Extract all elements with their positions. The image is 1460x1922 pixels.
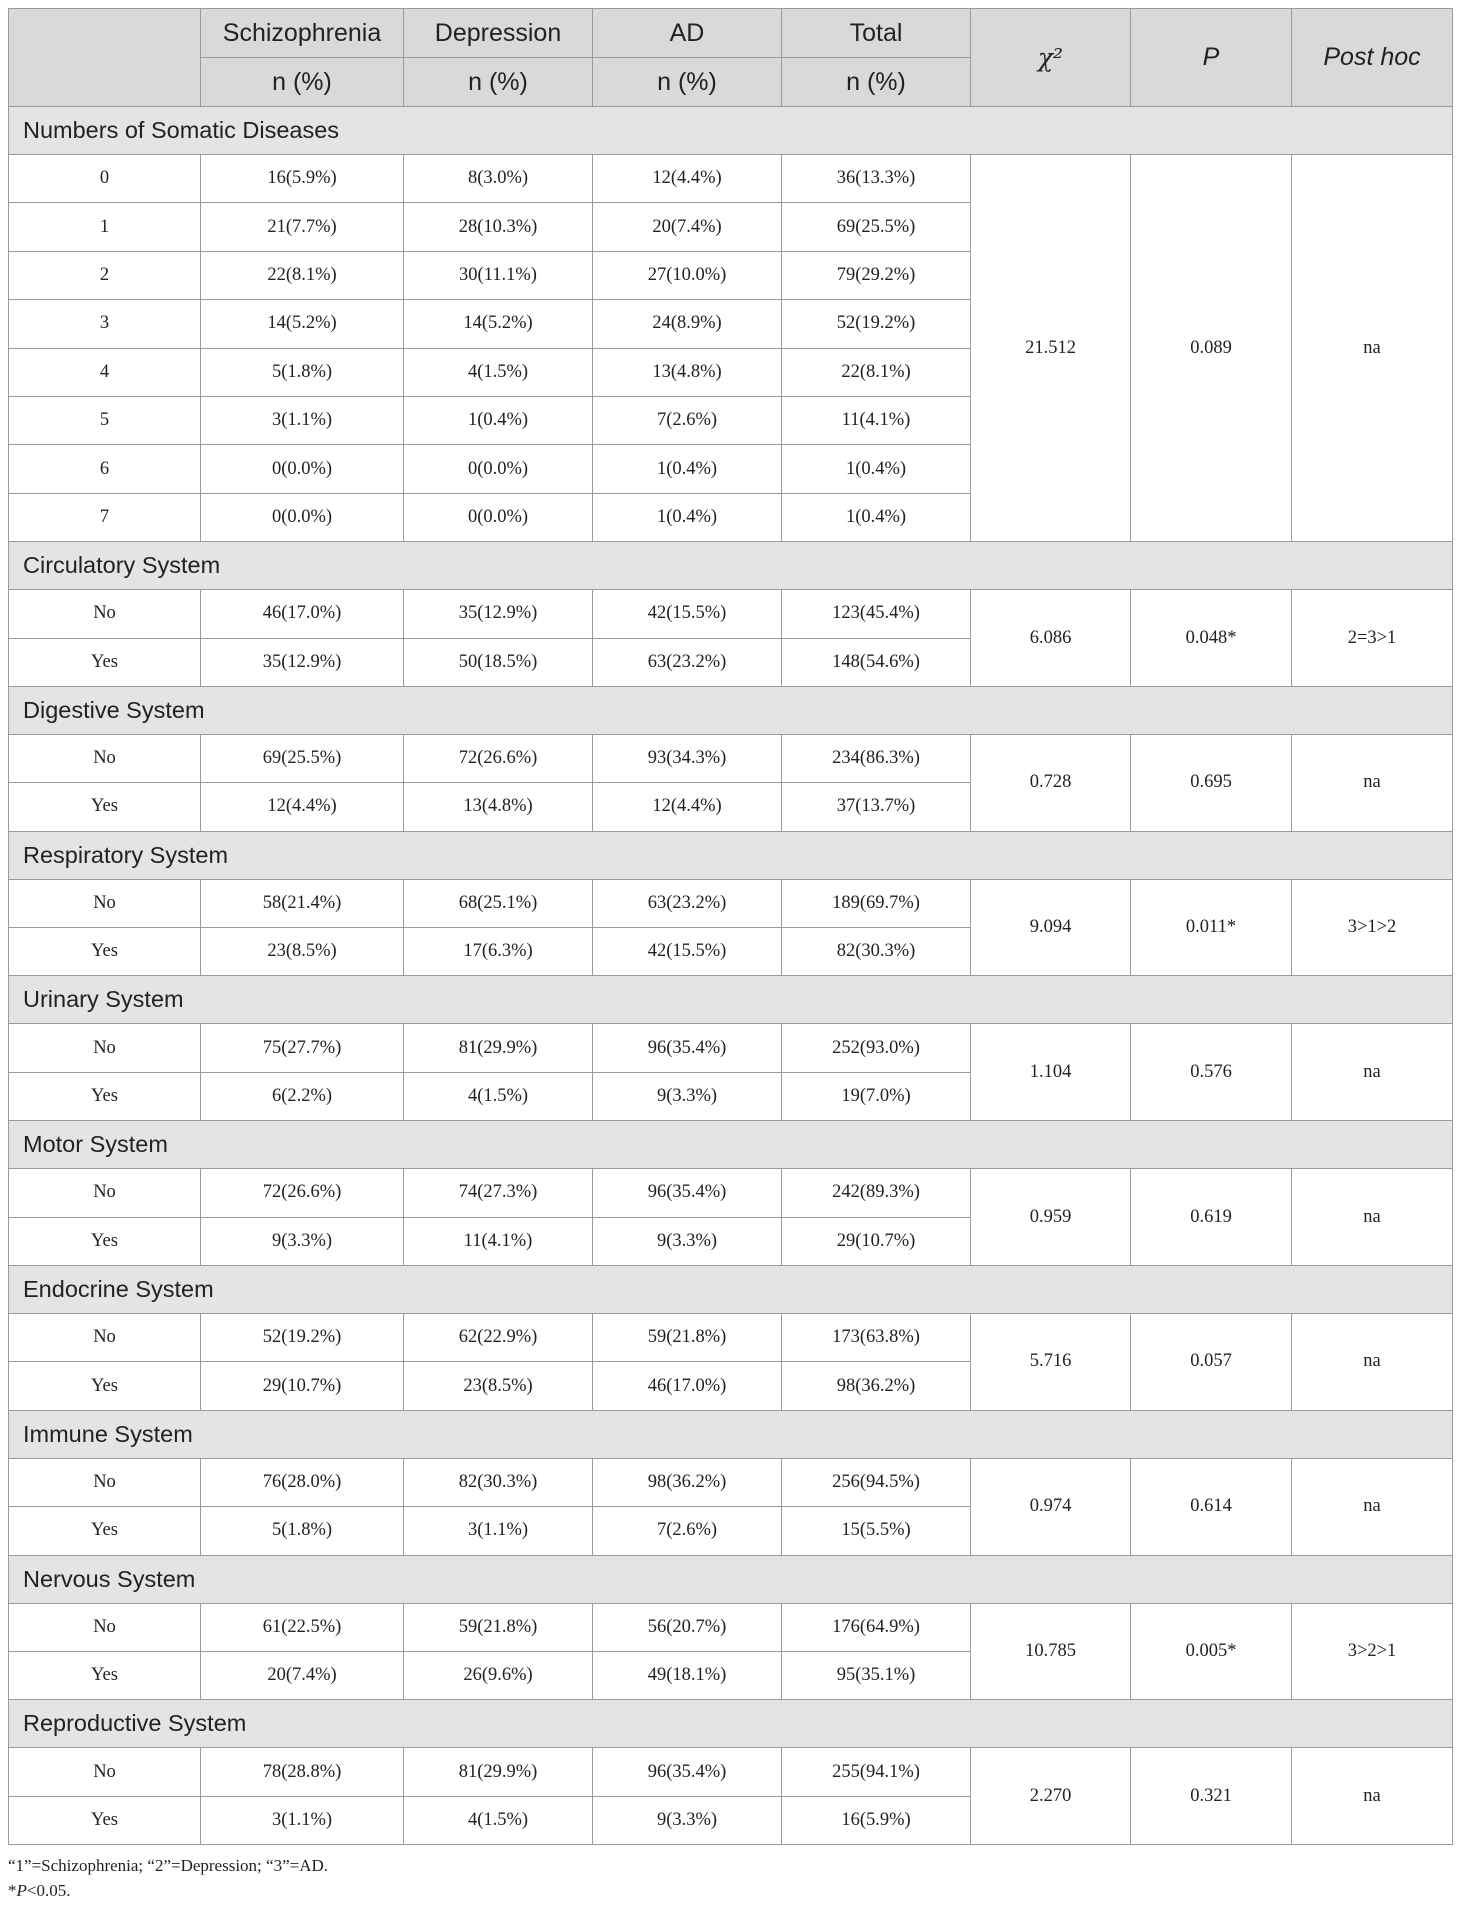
cell-total: 148(54.6%) bbox=[782, 638, 971, 686]
cell-total: 16(5.9%) bbox=[782, 1796, 971, 1844]
cell-ad: 46(17.0%) bbox=[593, 1362, 782, 1410]
cell-depression: 59(21.8%) bbox=[404, 1603, 593, 1651]
cell-total: 1(0.4%) bbox=[782, 493, 971, 541]
cell-ad: 12(4.4%) bbox=[593, 155, 782, 203]
cell-depression: 68(25.1%) bbox=[404, 879, 593, 927]
cell-ad: 42(15.5%) bbox=[593, 590, 782, 638]
cell-p-value: 0.057 bbox=[1131, 1314, 1292, 1411]
cell-schizophrenia: 12(4.4%) bbox=[201, 783, 404, 831]
cell-depression: 62(22.9%) bbox=[404, 1314, 593, 1362]
cell-schizophrenia: 72(26.6%) bbox=[201, 1169, 404, 1217]
cell-total: 189(69.7%) bbox=[782, 879, 971, 927]
row-label: No bbox=[9, 1458, 201, 1506]
cell-ad: 13(4.8%) bbox=[593, 348, 782, 396]
section-title: Numbers of Somatic Diseases bbox=[9, 107, 1453, 155]
cell-depression: 4(1.5%) bbox=[404, 348, 593, 396]
cell-schizophrenia: 22(8.1%) bbox=[201, 251, 404, 299]
cell-chi-square: 0.728 bbox=[971, 734, 1131, 831]
cell-schizophrenia: 23(8.5%) bbox=[201, 928, 404, 976]
section-row bbox=[9, 686, 1453, 734]
row-label: 6 bbox=[9, 445, 201, 493]
row-label: No bbox=[9, 590, 201, 638]
cell-chi-square: 21.512 bbox=[971, 155, 1131, 542]
cell-total: 123(45.4%) bbox=[782, 590, 971, 638]
cell-total: 15(5.5%) bbox=[782, 1507, 971, 1555]
cell-total: 79(29.2%) bbox=[782, 251, 971, 299]
row-label: Yes bbox=[9, 928, 201, 976]
header-unit-depression: n (%) bbox=[404, 58, 593, 107]
header-unit-total: n (%) bbox=[782, 58, 971, 107]
table-body bbox=[9, 107, 1453, 1845]
cell-ad: 7(2.6%) bbox=[593, 1507, 782, 1555]
cell-depression: 30(11.1%) bbox=[404, 251, 593, 299]
row-label: No bbox=[9, 1314, 201, 1362]
cell-p-value: 0.695 bbox=[1131, 734, 1292, 831]
section-row bbox=[9, 1266, 1453, 1314]
footnote-group-key: “1”=Schizophrenia; “2”=Depression; “3”=AD. bbox=[8, 1856, 329, 1876]
cell-p-value: 0.576 bbox=[1131, 1024, 1292, 1121]
section-title: Nervous System bbox=[9, 1555, 1453, 1603]
cell-depression: 81(29.9%) bbox=[404, 1748, 593, 1796]
row-label: Yes bbox=[9, 1072, 201, 1120]
header-total: Total bbox=[782, 9, 971, 58]
section-row bbox=[9, 976, 1453, 1024]
cell-p-value: 0.614 bbox=[1131, 1458, 1292, 1555]
header-unit-schizophrenia: n (%) bbox=[201, 58, 404, 107]
row-label: Yes bbox=[9, 1796, 201, 1844]
section-row bbox=[9, 831, 1453, 879]
cell-total: 1(0.4%) bbox=[782, 445, 971, 493]
cell-ad: 12(4.4%) bbox=[593, 783, 782, 831]
cell-p-value: 0.321 bbox=[1131, 1748, 1292, 1845]
table-row bbox=[9, 590, 1453, 638]
cell-ad: 9(3.3%) bbox=[593, 1217, 782, 1265]
cell-schizophrenia: 21(7.7%) bbox=[201, 203, 404, 251]
cell-p-value: 0.048* bbox=[1131, 590, 1292, 687]
cell-schizophrenia: 52(19.2%) bbox=[201, 1314, 404, 1362]
cell-depression: 8(3.0%) bbox=[404, 155, 593, 203]
cell-depression: 11(4.1%) bbox=[404, 1217, 593, 1265]
cell-total: 11(4.1%) bbox=[782, 396, 971, 444]
table-row bbox=[9, 1314, 1453, 1362]
row-label: No bbox=[9, 1169, 201, 1217]
cell-total: 173(63.8%) bbox=[782, 1314, 971, 1362]
cell-schizophrenia: 58(21.4%) bbox=[201, 879, 404, 927]
cell-schizophrenia: 69(25.5%) bbox=[201, 734, 404, 782]
table-header bbox=[9, 9, 1453, 107]
row-label: Yes bbox=[9, 783, 201, 831]
cell-ad: 9(3.3%) bbox=[593, 1072, 782, 1120]
cell-schizophrenia: 29(10.7%) bbox=[201, 1362, 404, 1410]
cell-schizophrenia: 3(1.1%) bbox=[201, 1796, 404, 1844]
row-label: Yes bbox=[9, 1651, 201, 1699]
cell-schizophrenia: 35(12.9%) bbox=[201, 638, 404, 686]
header-schizophrenia: Schizophrenia bbox=[201, 9, 404, 58]
section-row bbox=[9, 1555, 1453, 1603]
row-label: No bbox=[9, 1748, 201, 1796]
cell-depression: 82(30.3%) bbox=[404, 1458, 593, 1506]
cell-depression: 0(0.0%) bbox=[404, 493, 593, 541]
cell-schizophrenia: 20(7.4%) bbox=[201, 1651, 404, 1699]
row-label: No bbox=[9, 879, 201, 927]
row-label: Yes bbox=[9, 638, 201, 686]
row-label: 1 bbox=[9, 203, 201, 251]
cell-schizophrenia: 46(17.0%) bbox=[201, 590, 404, 638]
cell-ad: 42(15.5%) bbox=[593, 928, 782, 976]
cell-total: 82(30.3%) bbox=[782, 928, 971, 976]
table-row bbox=[9, 1169, 1453, 1217]
cell-ad: 7(2.6%) bbox=[593, 396, 782, 444]
header-unit-ad: n (%) bbox=[593, 58, 782, 107]
cell-total: 252(93.0%) bbox=[782, 1024, 971, 1072]
cell-ad: 1(0.4%) bbox=[593, 445, 782, 493]
somatic-diseases-table bbox=[8, 8, 1453, 1845]
cell-ad: 98(36.2%) bbox=[593, 1458, 782, 1506]
cell-depression: 26(9.6%) bbox=[404, 1651, 593, 1699]
cell-depression: 50(18.5%) bbox=[404, 638, 593, 686]
cell-total: 95(35.1%) bbox=[782, 1651, 971, 1699]
cell-schizophrenia: 14(5.2%) bbox=[201, 300, 404, 348]
cell-p-value: 0.089 bbox=[1131, 155, 1292, 542]
cell-schizophrenia: 75(27.7%) bbox=[201, 1024, 404, 1072]
cell-chi-square: 10.785 bbox=[971, 1603, 1131, 1700]
cell-depression: 3(1.1%) bbox=[404, 1507, 593, 1555]
row-label: 0 bbox=[9, 155, 201, 203]
cell-chi-square: 9.094 bbox=[971, 879, 1131, 976]
cell-chi-square: 0.974 bbox=[971, 1458, 1131, 1555]
cell-schizophrenia: 0(0.0%) bbox=[201, 493, 404, 541]
cell-depression: 14(5.2%) bbox=[404, 300, 593, 348]
cell-ad: 9(3.3%) bbox=[593, 1796, 782, 1844]
footnote-sig-rest: <0.05. bbox=[26, 1881, 71, 1901]
cell-p-value: 0.011* bbox=[1131, 879, 1292, 976]
section-row bbox=[9, 542, 1453, 590]
cell-depression: 13(4.8%) bbox=[404, 783, 593, 831]
cell-post-hoc: 2=3>1 bbox=[1292, 590, 1453, 687]
row-label: 3 bbox=[9, 300, 201, 348]
cell-depression: 4(1.5%) bbox=[404, 1796, 593, 1844]
cell-schizophrenia: 5(1.8%) bbox=[201, 348, 404, 396]
row-label: Yes bbox=[9, 1507, 201, 1555]
cell-total: 98(36.2%) bbox=[782, 1362, 971, 1410]
header-blank-cell bbox=[9, 9, 201, 107]
footnote-significance bbox=[8, 1878, 1452, 1903]
cell-total: 52(19.2%) bbox=[782, 300, 971, 348]
section-title: Motor System bbox=[9, 1121, 1453, 1169]
cell-ad: 49(18.1%) bbox=[593, 1651, 782, 1699]
cell-total: 242(89.3%) bbox=[782, 1169, 971, 1217]
cell-total: 22(8.1%) bbox=[782, 348, 971, 396]
cell-chi-square: 0.959 bbox=[971, 1169, 1131, 1266]
cell-depression: 0(0.0%) bbox=[404, 445, 593, 493]
row-label: Yes bbox=[9, 1217, 201, 1265]
table-container bbox=[8, 8, 1452, 1903]
cell-ad: 20(7.4%) bbox=[593, 203, 782, 251]
cell-schizophrenia: 76(28.0%) bbox=[201, 1458, 404, 1506]
cell-chi-square: 6.086 bbox=[971, 590, 1131, 687]
cell-ad: 96(35.4%) bbox=[593, 1024, 782, 1072]
cell-ad: 27(10.0%) bbox=[593, 251, 782, 299]
section-row bbox=[9, 107, 1453, 155]
section-title: Endocrine System bbox=[9, 1266, 1453, 1314]
cell-schizophrenia: 0(0.0%) bbox=[201, 445, 404, 493]
cell-p-value: 0.619 bbox=[1131, 1169, 1292, 1266]
cell-ad: 59(21.8%) bbox=[593, 1314, 782, 1362]
cell-total: 19(7.0%) bbox=[782, 1072, 971, 1120]
cell-chi-square: 2.270 bbox=[971, 1748, 1131, 1845]
row-label: Yes bbox=[9, 1362, 201, 1410]
section-row bbox=[9, 1121, 1453, 1169]
cell-schizophrenia: 3(1.1%) bbox=[201, 396, 404, 444]
cell-ad: 63(23.2%) bbox=[593, 879, 782, 927]
cell-ad: 24(8.9%) bbox=[593, 300, 782, 348]
table-row bbox=[9, 1603, 1453, 1651]
cell-ad: 56(20.7%) bbox=[593, 1603, 782, 1651]
cell-schizophrenia: 6(2.2%) bbox=[201, 1072, 404, 1120]
cell-total: 234(86.3%) bbox=[782, 734, 971, 782]
cell-schizophrenia: 9(3.3%) bbox=[201, 1217, 404, 1265]
cell-depression: 1(0.4%) bbox=[404, 396, 593, 444]
table-row bbox=[9, 879, 1453, 927]
cell-post-hoc: na bbox=[1292, 1169, 1453, 1266]
footnote-sig-mark: * bbox=[8, 1881, 17, 1901]
cell-depression: 23(8.5%) bbox=[404, 1362, 593, 1410]
section-row bbox=[9, 1700, 1453, 1748]
cell-schizophrenia: 5(1.8%) bbox=[201, 1507, 404, 1555]
cell-ad: 96(35.4%) bbox=[593, 1169, 782, 1217]
section-title: Respiratory System bbox=[9, 831, 1453, 879]
cell-total: 69(25.5%) bbox=[782, 203, 971, 251]
cell-depression: 17(6.3%) bbox=[404, 928, 593, 976]
cell-total: 256(94.5%) bbox=[782, 1458, 971, 1506]
cell-post-hoc: 3>2>1 bbox=[1292, 1603, 1453, 1700]
section-title: Circulatory System bbox=[9, 542, 1453, 590]
table-row bbox=[9, 734, 1453, 782]
cell-chi-square: 1.104 bbox=[971, 1024, 1131, 1121]
cell-post-hoc: na bbox=[1292, 1748, 1453, 1845]
cell-post-hoc: na bbox=[1292, 1024, 1453, 1121]
table-row bbox=[9, 1024, 1453, 1072]
header-p: P bbox=[1131, 9, 1292, 107]
section-title: Urinary System bbox=[9, 976, 1453, 1024]
cell-schizophrenia: 16(5.9%) bbox=[201, 155, 404, 203]
section-title: Reproductive System bbox=[9, 1700, 1453, 1748]
cell-ad: 63(23.2%) bbox=[593, 638, 782, 686]
row-label: 5 bbox=[9, 396, 201, 444]
cell-total: 36(13.3%) bbox=[782, 155, 971, 203]
cell-post-hoc: na bbox=[1292, 155, 1453, 542]
cell-ad: 96(35.4%) bbox=[593, 1748, 782, 1796]
footnotes bbox=[8, 1853, 1452, 1903]
cell-post-hoc: 3>1>2 bbox=[1292, 879, 1453, 976]
cell-post-hoc: na bbox=[1292, 734, 1453, 831]
cell-depression: 72(26.6%) bbox=[404, 734, 593, 782]
row-label: No bbox=[9, 1024, 201, 1072]
header-chi-square: χ² bbox=[971, 9, 1131, 107]
cell-p-value: 0.005* bbox=[1131, 1603, 1292, 1700]
cell-schizophrenia: 78(28.8%) bbox=[201, 1748, 404, 1796]
cell-total: 29(10.7%) bbox=[782, 1217, 971, 1265]
cell-depression: 35(12.9%) bbox=[404, 590, 593, 638]
row-label: 4 bbox=[9, 348, 201, 396]
cell-depression: 81(29.9%) bbox=[404, 1024, 593, 1072]
header-ad: AD bbox=[593, 9, 782, 58]
section-row bbox=[9, 1410, 1453, 1458]
cell-depression: 28(10.3%) bbox=[404, 203, 593, 251]
cell-post-hoc: na bbox=[1292, 1314, 1453, 1411]
cell-ad: 93(34.3%) bbox=[593, 734, 782, 782]
cell-total: 255(94.1%) bbox=[782, 1748, 971, 1796]
footnote-sig-p: P bbox=[16, 1881, 27, 1901]
cell-post-hoc: na bbox=[1292, 1458, 1453, 1555]
cell-total: 176(64.9%) bbox=[782, 1603, 971, 1651]
row-label: No bbox=[9, 1603, 201, 1651]
cell-chi-square: 5.716 bbox=[971, 1314, 1131, 1411]
cell-ad: 1(0.4%) bbox=[593, 493, 782, 541]
cell-depression: 74(27.3%) bbox=[404, 1169, 593, 1217]
row-label: 2 bbox=[9, 251, 201, 299]
row-label: 7 bbox=[9, 493, 201, 541]
table-row bbox=[9, 1748, 1453, 1796]
cell-schizophrenia: 61(22.5%) bbox=[201, 1603, 404, 1651]
cell-depression: 4(1.5%) bbox=[404, 1072, 593, 1120]
row-label: No bbox=[9, 734, 201, 782]
cell-total: 37(13.7%) bbox=[782, 783, 971, 831]
table-row bbox=[9, 1458, 1453, 1506]
header-post-hoc: Post hoc bbox=[1292, 9, 1453, 107]
table-row bbox=[9, 155, 1453, 203]
header-depression: Depression bbox=[404, 9, 593, 58]
section-title: Immune System bbox=[9, 1410, 1453, 1458]
section-title: Digestive System bbox=[9, 686, 1453, 734]
